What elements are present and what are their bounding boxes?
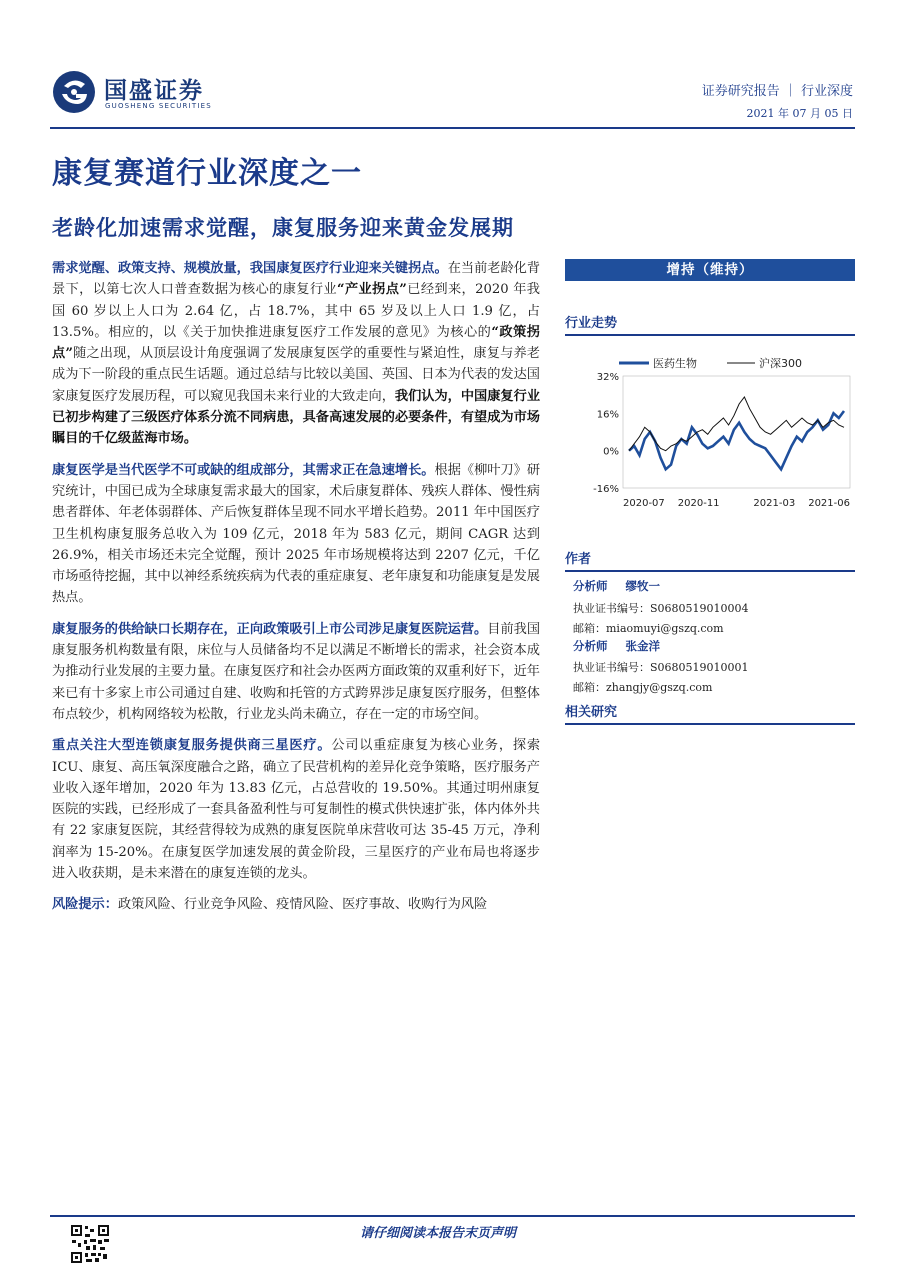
x-tick-label: 2021-03 <box>753 498 796 509</box>
author-2-email <box>573 679 712 695</box>
authors-section-title: 作者 <box>565 548 855 572</box>
paragraph-3 <box>52 619 540 725</box>
paragraph-3-text: 目前我国康复服务机构数量有限，床位与人员储备均不足以满足不断增长的需求，社会资本成为推动行业发展的主要力量。在康复医疗和社会办医两方面政策的双重利好下，近年来已有十多家上市公司通过自建、收购和托管的方式跨界涉足康复医疗服务，但整体布点较少，机构网络较为松散，行业龙头尚未确立，存在一定的市场空间。 <box>52 621 541 722</box>
paragraph-1-lead: 需求觉醒、政策支持、规模放量，我国康复医疗行业迎来关键拐点。 <box>52 261 448 276</box>
report-subtitle: 老龄化加速需求觉醒，康复服务迎来黄金发展期 <box>52 215 514 240</box>
paragraph-1-bold-1: “产业拐点” <box>337 282 407 298</box>
author-2-name: 张金洋 <box>625 639 660 653</box>
author-1-name: 缪牧一 <box>625 579 660 593</box>
qr-code-icon <box>70 1224 110 1264</box>
x-tick-label: 2021-06 <box>808 498 850 509</box>
header-divider <box>50 127 855 129</box>
author-2-cert <box>573 659 749 675</box>
disclaimer-note: 请仔细阅读本报告末页声明 <box>360 1226 517 1241</box>
author-1-cert <box>573 600 749 616</box>
author-1-cert-number: S0680519010004 <box>650 602 749 615</box>
paragraph-1-text-2: 已经到来，2020 年我国 60 岁以上人口为 2.64 亿，占 18.7%，其中 65 岁及以上人口 1.9 亿，占 13.5%。相应的，以《关于加快推进康复医疗工作发展的意见》为核心的 <box>52 282 540 340</box>
paragraph-1-bold-3: 我们认为，中国康复行业已初步构建了三级医疗体系分流不同病患，具备高速发展的必要条件，有望成为市场瞩目的千亿级蓝海市场。 <box>52 388 541 447</box>
guosheng-logo-icon <box>52 70 96 114</box>
paragraph-4-text: 公司以重症康复为核心业务，探索 ICU、康复、高压氧深度融合之路，确立了民营机构的差异化竞争策略，医疗服务产业收入逐年增加，2020 年为 13.83 亿元，占总营收的 19.50%。其通过明州康复医院的实践，已经形成了一套具备盈利性与可复制性的模式供快速扩张，体内体外共有 22 家康复医院，其经营得较为成熟的康复医院单床营收可达 35-45 万元，净利润率为 15-20%。在康复医学加速发展的黄金阶段，三星医疗的产业布局也将逐步进入收获期，是未来潜在的康复连锁的龙头。 <box>52 738 541 882</box>
author-1 <box>573 578 660 594</box>
paragraph-2-lead: 康复医学是当代医学不可或缺的组成部分，其需求正在急速增长。 <box>52 462 435 478</box>
trend-section-title: 行业走势 <box>565 312 855 336</box>
author-2-email-label: 邮箱： <box>573 681 606 694</box>
legend-label-1: 沪深300 <box>759 357 802 370</box>
author-2-cert-number: S0680519010001 <box>650 661 749 674</box>
paragraph-3-lead: 康复服务的供给缺口长期存在，正向政策吸引上市公司涉足康复医院运营。 <box>52 621 488 637</box>
trend-chart <box>565 350 855 515</box>
author-2-cert-label: 执业证书编号： <box>573 661 650 674</box>
related-research-title[interactable]: 相关研究 <box>565 701 855 725</box>
author-1-email-address[interactable]: miaomuyi@gszq.com <box>606 622 724 635</box>
x-tick-label: 2020-11 <box>677 498 720 509</box>
author-2 <box>573 638 660 654</box>
rating-badge: 增持（维持） <box>565 259 855 281</box>
author-1-email-label: 邮箱： <box>573 622 606 635</box>
paragraph-risk <box>52 894 540 915</box>
paragraph-1 <box>52 258 540 450</box>
paragraph-4-lead: 重点关注大型连锁康复服务提供商三星医疗。 <box>52 738 332 754</box>
logo-text-en: GUOSHENG SECURITIES <box>105 102 212 110</box>
y-tick-label: 32% <box>596 372 619 383</box>
author-1-cert-label: 执业证书编号： <box>573 602 650 615</box>
chart-frame <box>623 376 850 488</box>
risk-lead: 风险提示： <box>52 897 118 913</box>
author-2-role: 分析师 <box>573 639 608 653</box>
paragraph-1-bold-2: “政策拐点” <box>52 324 540 362</box>
author-1-role: 分析师 <box>573 579 608 593</box>
report-date: 2021 年 07 月 05 日 <box>746 107 853 120</box>
y-tick-label: 0% <box>603 446 619 458</box>
paragraph-2-text: 根据《柳叶刀》研究统计，中国已成为全球康复需求最大的国家，术后康复群体、残疾人群体、慢性病患者群体、年老体弱群体、产后恢复群体呈现不同水平增长趋势。2011 年中国医疗卫生机构康复服务总收入为 109 亿元，2018 年为 583 亿元，期间 CAGR 达到 26.9%，相关市场还未完全觉醒，预计 2025 年市场规模将达到 2207 亿元，千亿市场亟待挖掘，其中以神经系统疾病为代表的重症康复、老年康复和功能康复是发展热点。 <box>52 462 541 606</box>
y-tick-label: -16% <box>593 484 619 495</box>
risk-text: 政策风险、行业竞争风险、疫情风险、医疗事故、收购行为风险 <box>117 897 488 913</box>
report-type: 证券研究报告 ｜ 行业深度 <box>701 84 853 99</box>
series-line-1 <box>629 397 844 451</box>
report-title: 康复赛道行业深度之一 <box>52 156 362 191</box>
y-tick-label: 16% <box>596 409 619 421</box>
series-line-0 <box>629 411 844 469</box>
chart-legend <box>619 356 802 370</box>
author-2-email-address[interactable]: zhangjy@gszq.com <box>606 681 713 694</box>
x-tick-label: 2020-07 <box>623 498 665 509</box>
footer-divider <box>50 1215 855 1217</box>
paragraph-4 <box>52 735 540 884</box>
paragraph-2 <box>52 460 540 609</box>
paragraph-1-text-1: 在当前老龄化背景下，以第七次人口普查数据为核心的康复行业 <box>52 261 541 298</box>
logo-text-cn: 国盛证券 <box>104 78 204 104</box>
paragraph-1-text-3: 随之出现，从顶层设计角度强调了发展康复医学的重要性与紧迫性，康复与养老成为下一阶段的重点民生话题。通过总结与比较以美国、英国、日本为代表的发达国家康复医疗发展历程，可以窥见我国未来行业的大致走向， <box>52 346 540 404</box>
legend-label-0: 医药生物 <box>653 357 697 370</box>
author-1-email <box>573 620 724 636</box>
company-logo <box>52 70 232 116</box>
main-content <box>52 258 540 926</box>
